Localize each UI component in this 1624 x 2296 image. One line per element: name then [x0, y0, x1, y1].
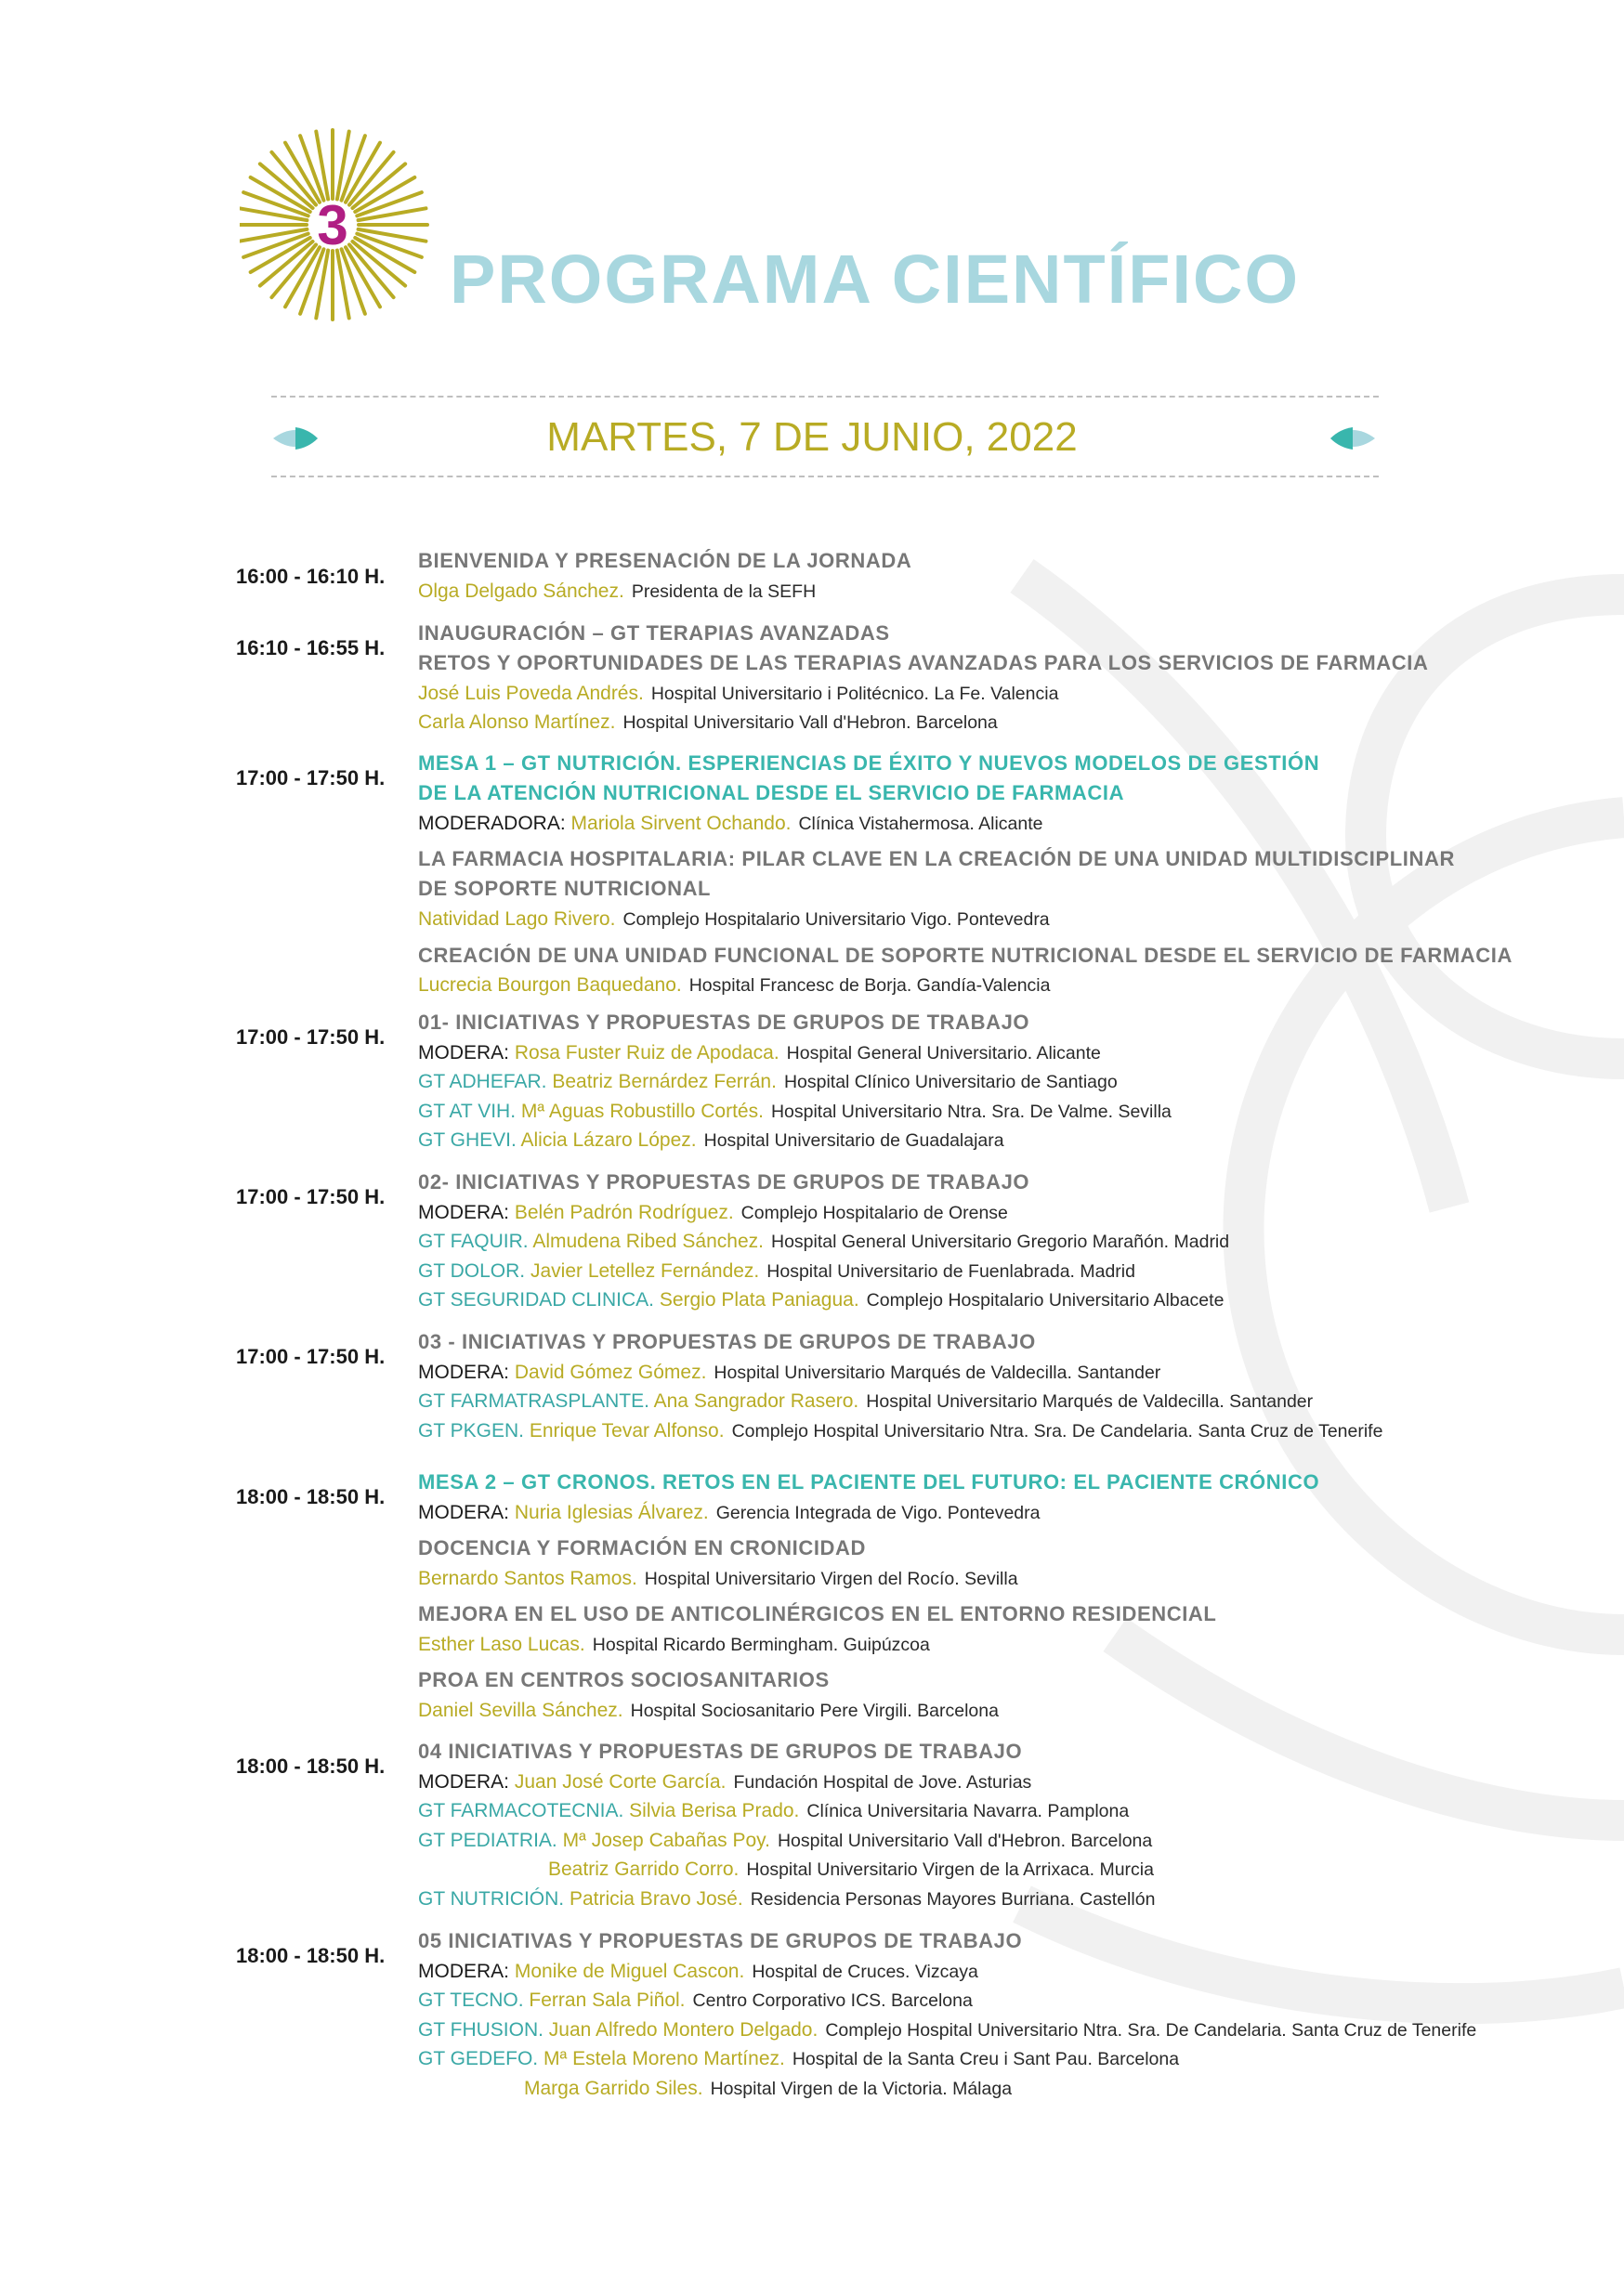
speaker-name: David Gómez Gómez. — [514, 1362, 707, 1383]
divider-bottom — [271, 476, 1379, 477]
panel-title: MESA 1 – GT NUTRICIÓN. ESPERIENCIAS DE ÉXITO Y NUEVOS MODELOS DE GESTIÓN — [418, 751, 1320, 775]
working-group-label: GT AT VIH. — [418, 1101, 521, 1122]
session-title: RETOS Y OPORTUNIDADES DE LAS TERAPIAS AVANZADAS PARA LOS SERVICIOS DE FARMACIA — [418, 651, 1429, 674]
working-group-label: GT GHEVI. — [418, 1129, 521, 1151]
working-group-label: GT FARMACOTECNIA. — [418, 1800, 630, 1821]
role-label: MODERA: — [418, 1961, 515, 1982]
working-group-label: GT DOLOR. — [418, 1260, 530, 1282]
speaker-affiliation: Hospital Universitario Virgen de la Arrixaca. Murcia — [746, 1859, 1154, 1880]
speaker-affiliation: Hospital Universitario de Fuenlabrada. Madrid — [766, 1261, 1135, 1282]
section-number: 3 — [317, 194, 348, 256]
role-label: MODERA: — [418, 1771, 515, 1793]
speaker-line — [418, 1042, 1101, 1064]
session-time: 16:00 - 16:10 H. — [236, 565, 386, 588]
session-title: CREACIÓN DE UNA UNIDAD FUNCIONAL DE SOPORTE NUTRICIONAL DESDE EL SERVICIO DE FARMACIA — [418, 944, 1513, 967]
session-title: BIENVENIDA Y PRESENACIÓN DE LA JORNADA — [418, 549, 912, 572]
speaker-name: Bernardo Santos Ramos. — [418, 1568, 637, 1589]
panel-title: DE LA ATENCIÓN NUTRICIONAL DESDE EL SERVICIO DE FARMACIA — [418, 781, 1125, 804]
working-group-label: GT FARMATRASPLANTE. — [418, 1390, 654, 1412]
speaker-affiliation: Hospital Virgen de la Victoria. Málaga — [710, 2079, 1013, 2099]
working-group-label: GT ADHEFAR. — [418, 1071, 553, 1092]
speaker-affiliation: Residencia Personas Mayores Burriana. Castellón — [750, 1889, 1156, 1910]
speaker-line — [418, 1390, 1313, 1413]
speaker-affiliation: Centro Corporativo ICS. Barcelona — [692, 1990, 973, 2011]
speaker-affiliation: Hospital Universitario i Politécnico. La Fe. Valencia — [650, 684, 1059, 704]
speaker-affiliation: Presidenta de la SEFH — [631, 581, 817, 602]
session-time: 17:00 - 17:50 H. — [236, 1345, 386, 1368]
speaker-affiliation: Hospital Universitario Marqués de Valdecilla. Santander — [714, 1363, 1161, 1383]
date-heading: MARTES, 7 DE JUNIO, 2022 — [546, 414, 1078, 460]
working-group-label: GT PKGEN. — [418, 1420, 530, 1442]
session-title: 03 - INICIATIVAS Y PROPUESTAS DE GRUPOS DE TRABAJO — [418, 1330, 1036, 1353]
speaker-name: Olga Delgado Sánchez. — [418, 581, 624, 602]
speaker-line — [524, 2078, 1012, 2100]
speaker-line — [418, 1568, 1018, 1590]
speaker-line — [418, 581, 816, 603]
speaker-affiliation: Hospital Universitario Vall d'Hebron. Barcelona — [622, 712, 998, 733]
speaker-name: Alicia Lázaro López. — [520, 1129, 697, 1151]
speaker-line — [418, 1202, 1008, 1224]
speaker-affiliation: Hospital Universitario Virgen del Rocío. Sevilla — [644, 1569, 1018, 1589]
working-group-label: GT NUTRICIÓN. — [418, 1888, 570, 1910]
speaker-name: Mª Josep Cabañas Poy. — [562, 1830, 770, 1851]
speaker-affiliation: Hospital Universitario Marqués de Valdecilla. Santander — [866, 1391, 1314, 1412]
working-group-label: GT FHUSION. — [418, 2019, 549, 2041]
speaker-affiliation: Complejo Hospital Universitario Ntra. Sra. De Candelaria. Santa Cruz de Tenerife — [731, 1421, 1383, 1442]
speaker-name: Almudena Ribed Sánchez. — [532, 1231, 764, 1252]
session-time: 16:10 - 16:55 H. — [236, 636, 386, 659]
speaker-affiliation: Complejo Hospital Universitario Ntra. Sra. De Candelaria. Santa Cruz de Tenerife — [825, 2020, 1477, 2041]
session-title: INAUGURACIÓN – GT TERAPIAS AVANZADAS — [418, 621, 890, 645]
role-label: MODERADORA: — [418, 813, 571, 834]
speaker-line — [418, 1129, 1004, 1152]
speaker-line — [418, 974, 1050, 997]
speaker-name: Ana Sangrador Rasero. — [653, 1390, 859, 1412]
speaker-name: Enrique Tevar Alfonso. — [529, 1420, 725, 1442]
speaker-name: Nuria Iglesias Álvarez. — [514, 1502, 709, 1523]
speaker-line — [418, 1888, 1155, 1911]
speaker-affiliation: Hospital Universitario Ntra. Sra. De Valme. Sevilla — [770, 1102, 1172, 1122]
speaker-name: Beatriz Bernárdez Ferrán. — [552, 1071, 777, 1092]
speaker-name: Daniel Sevilla Sánchez. — [418, 1700, 623, 1721]
speaker-name: Natividad Lago Rivero. — [418, 908, 616, 930]
speaker-affiliation: Hospital Universitario Vall d'Hebron. Barcelona — [777, 1831, 1153, 1851]
speaker-affiliation: Hospital de la Santa Creu i Sant Pau. Barcelona — [792, 2049, 1180, 2069]
speaker-affiliation: Hospital Ricardo Bermingham. Guipúzcoa — [592, 1635, 930, 1655]
role-label: MODERA: — [418, 1502, 515, 1523]
speaker-name: Mariola Sirvent Ochando. — [570, 813, 792, 834]
speaker-affiliation: Hospital Sociosanitario Pere Virgili. Barcelona — [630, 1701, 999, 1721]
speaker-line — [418, 908, 1050, 931]
speaker-name: Silvia Berisa Prado. — [629, 1800, 800, 1821]
speaker-line — [418, 2019, 1476, 2042]
speaker-name: Javier Letellez Fernández. — [530, 1260, 760, 1282]
speaker-line — [418, 1830, 1152, 1852]
speaker-name: Lucrecia Bourgon Baquedano. — [418, 974, 682, 996]
speaker-line — [418, 1289, 1224, 1311]
speaker-line — [418, 1961, 978, 1983]
speaker-name: Belén Padrón Rodríguez. — [514, 1202, 734, 1223]
speaker-affiliation: Hospital General Universitario Gregorio Marañón. Madrid — [770, 1232, 1230, 1252]
speaker-affiliation: Hospital Clínico Universitario de Santiago — [783, 1072, 1118, 1092]
session-title: 02- INICIATIVAS Y PROPUESTAS DE GRUPOS DE TRABAJO — [418, 1170, 1030, 1194]
working-group-label: GT SEGURIDAD CLINICA. — [418, 1289, 660, 1311]
speaker-line — [418, 1989, 973, 2012]
speaker-name: Rosa Fuster Ruiz de Apodaca. — [514, 1042, 779, 1063]
session-time: 17:00 - 17:50 H. — [236, 1185, 386, 1208]
speaker-affiliation: Fundación Hospital de Jove. Asturias — [733, 1772, 1032, 1793]
role-label: MODERA: — [418, 1042, 515, 1063]
speaker-name: Mª Estela Moreno Martínez. — [543, 2048, 785, 2069]
session-time: 18:00 - 18:50 H. — [236, 1485, 386, 1508]
session-title: PROA EN CENTROS SOCIOSANITARIOS — [418, 1668, 830, 1691]
sunburst-logo-icon — [240, 126, 444, 331]
speaker-line — [418, 1362, 1160, 1384]
speaker-name: Juan Alfredo Montero Delgado. — [548, 2019, 819, 2041]
speaker-affiliation: Clínica Vistahermosa. Alicante — [798, 814, 1043, 834]
right-eye-icon — [1329, 425, 1377, 451]
speaker-name: Patricia Bravo José. — [569, 1888, 743, 1910]
session-title: 01- INICIATIVAS Y PROPUESTAS DE GRUPOS DE TRABAJO — [418, 1011, 1030, 1034]
speaker-affiliation: Complejo Hospitalario Universitario Vigo. Pontevedra — [622, 909, 1050, 930]
speaker-affiliation: Gerencia Integrada de Vigo. Pontevedra — [715, 1503, 1041, 1523]
speaker-line — [418, 1502, 1040, 1524]
speaker-line — [418, 1260, 1135, 1283]
speaker-line — [418, 683, 1058, 705]
session-time: 18:00 - 18:50 H. — [236, 1944, 386, 1967]
working-group-label: GT TECNO. — [418, 1989, 530, 2011]
speaker-name: José Luis Poveda Andrés. — [418, 683, 644, 704]
speaker-affiliation: Complejo Hospitalario de Orense — [740, 1203, 1008, 1223]
speaker-affiliation: Hospital de Cruces. Vizcaya — [752, 1962, 978, 1982]
page-title: PROGRAMA CIENTÍFICO — [450, 241, 1301, 318]
session-time: 18:00 - 18:50 H. — [236, 1755, 386, 1778]
speaker-line — [418, 1800, 1129, 1822]
speaker-name: Ferran Sala Piñol. — [529, 1989, 686, 2011]
speaker-affiliation: Clínica Universitaria Navarra. Pamplona — [806, 1801, 1130, 1821]
speaker-line — [418, 813, 1043, 835]
session-title: DOCENCIA Y FORMACIÓN EN CRONICIDAD — [418, 1536, 867, 1559]
speaker-name: Carla Alonso Martínez. — [418, 711, 616, 733]
speaker-name: Esther Laso Lucas. — [418, 1634, 585, 1655]
speaker-name: Mª Aguas Robustillo Cortés. — [520, 1101, 764, 1122]
session-title: MEJORA EN EL USO DE ANTICOLINÉRGICOS EN EL ENTORNO RESIDENCIAL — [418, 1602, 1217, 1625]
speaker-affiliation: Hospital Universitario de Guadalajara — [703, 1130, 1004, 1151]
speaker-line — [418, 1071, 1118, 1093]
speaker-name: Sergio Plata Paniagua. — [659, 1289, 859, 1311]
role-label: MODERA: — [418, 1202, 515, 1223]
working-group-label: GT PEDIATRIA. — [418, 1830, 563, 1851]
speaker-affiliation: Hospital Francesc de Borja. Gandía-Valencia — [688, 975, 1051, 996]
speaker-line — [548, 1859, 1154, 1881]
speaker-line — [418, 1634, 930, 1656]
panel-title: MESA 2 – GT CRONOS. RETOS EN EL PACIENTE DEL FUTURO: EL PACIENTE CRÓNICO — [418, 1470, 1320, 1494]
speaker-line — [418, 1231, 1229, 1253]
session-time: 17:00 - 17:50 H. — [236, 1025, 386, 1049]
session-title: DE SOPORTE NUTRICIONAL — [418, 877, 712, 900]
speaker-line — [418, 1700, 999, 1722]
speaker-line — [418, 1420, 1382, 1442]
session-title: 04 INICIATIVAS Y PROPUESTAS DE GRUPOS DE TRABAJO — [418, 1740, 1023, 1763]
speaker-line — [418, 711, 998, 734]
working-group-label: GT FAQUIR. — [418, 1231, 533, 1252]
session-title: 05 INICIATIVAS Y PROPUESTAS DE GRUPOS DE TRABAJO — [418, 1929, 1023, 1952]
divider-top — [271, 396, 1379, 398]
working-group-label: GT GEDEFO. — [418, 2048, 544, 2069]
role-label: MODERA: — [418, 1362, 515, 1383]
session-title: LA FARMACIA HOSPITALARIA: PILAR CLAVE EN LA CREACIÓN DE UNA UNIDAD MULTIDISCIPLINAR — [418, 847, 1455, 870]
speaker-name: Beatriz Garrido Corro. — [548, 1859, 740, 1880]
session-time: 17:00 - 17:50 H. — [236, 766, 386, 789]
speaker-name: Monike de Miguel Cascon. — [514, 1961, 745, 1982]
speaker-line — [418, 1771, 1031, 1794]
speaker-name: Marga Garrido Siles. — [524, 2078, 703, 2099]
speaker-affiliation: Complejo Hospitalario Universitario Albacete — [866, 1290, 1225, 1311]
speaker-line — [418, 1101, 1172, 1123]
speaker-line — [418, 2048, 1179, 2070]
speaker-affiliation: Hospital General Universitario. Alicante — [786, 1043, 1101, 1063]
speaker-name: Juan José Corte García. — [514, 1771, 727, 1793]
